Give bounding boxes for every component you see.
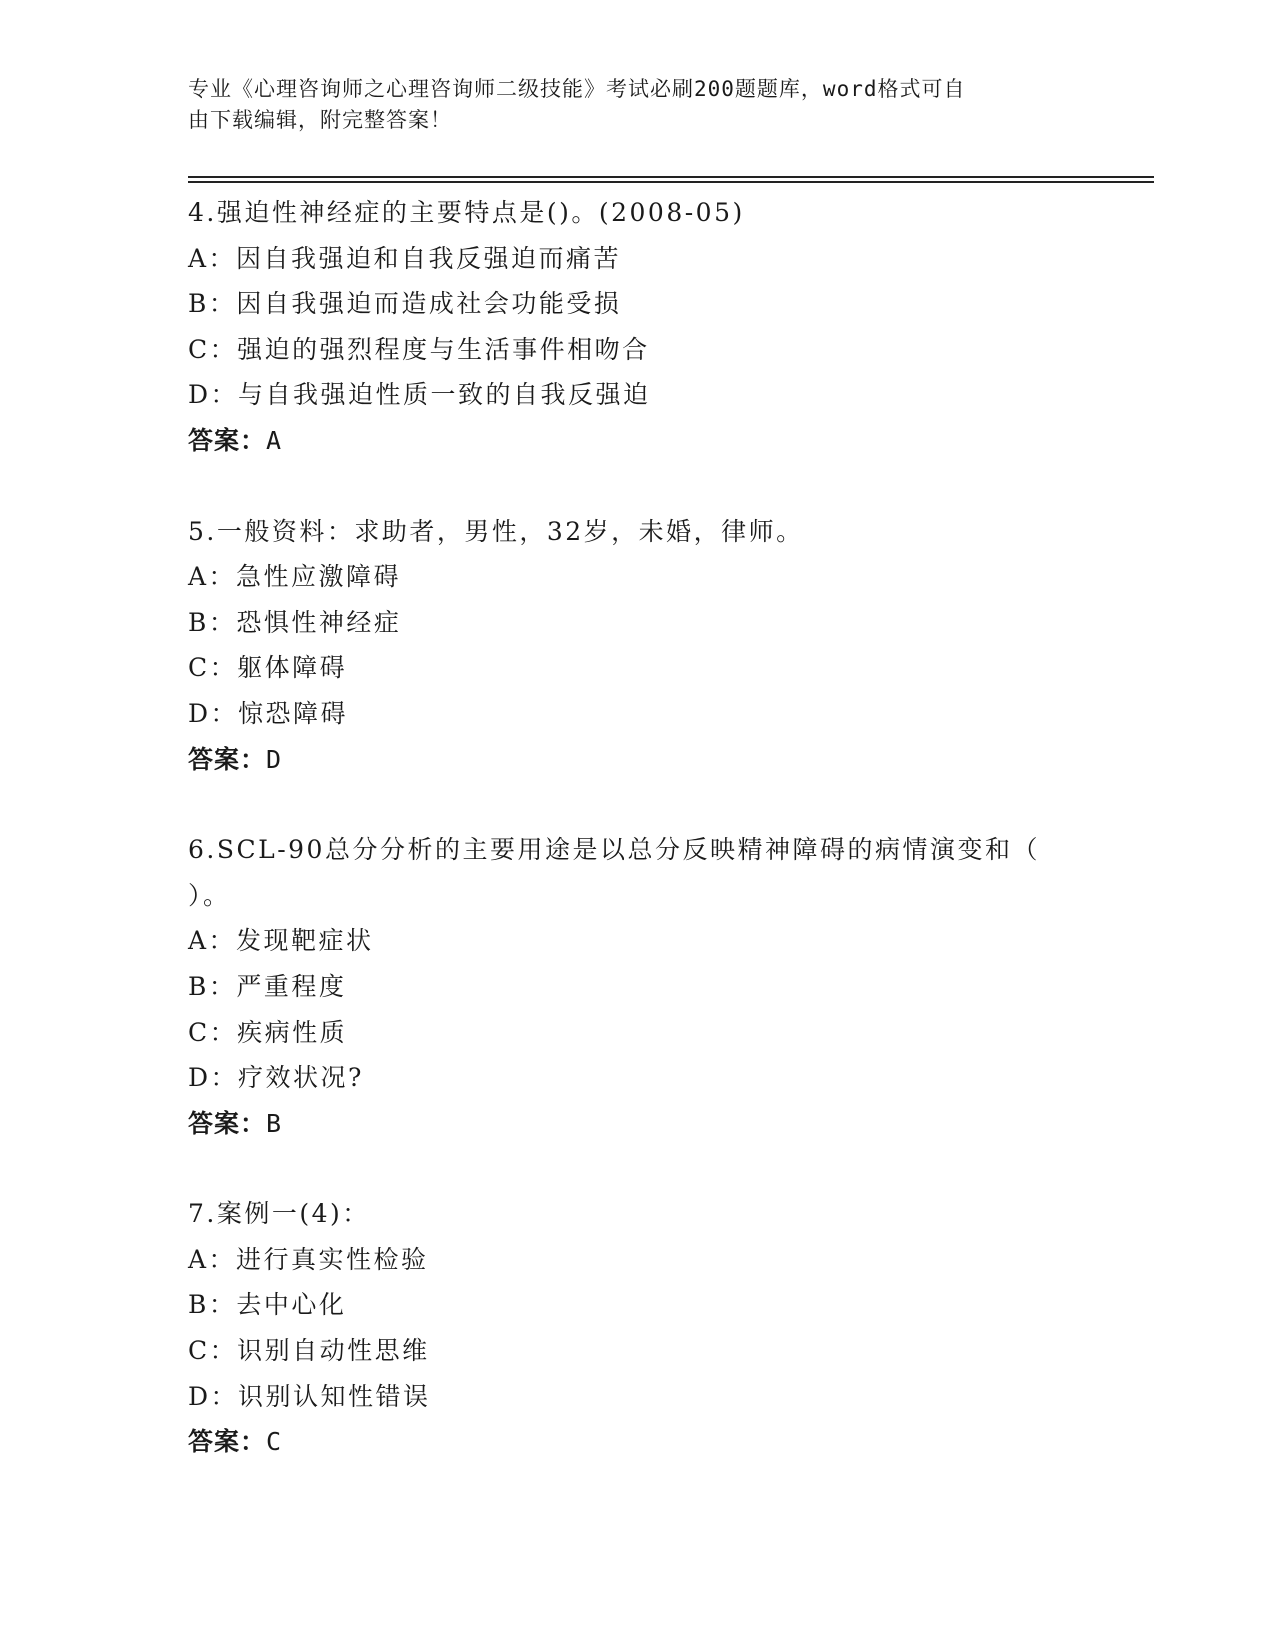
option-a: A：进行真实性检验	[188, 1244, 429, 1274]
header-line-2: 由下载编辑，附完整答案！	[188, 108, 452, 132]
option-c: C：强迫的强烈程度与生活事件相吻合	[188, 334, 650, 364]
answer-value: A	[266, 425, 283, 455]
question-stem: 6.SCL-90总分分析的主要用途是以总分反映精神障碍的病情演变和（	[188, 835, 1040, 865]
option-c: C：躯体障碍	[188, 653, 348, 683]
question-stem: 7.案例一(4)：	[188, 1199, 370, 1229]
answer-label: 答案：	[188, 1108, 267, 1138]
header-divider-top	[188, 176, 1154, 178]
question-stem-continued: ）。	[188, 880, 231, 910]
option-a: A：发现靶症状	[188, 926, 374, 956]
option-a: A：因自我强迫和自我反强迫而痛苦	[188, 243, 622, 273]
answer-value: C	[266, 1427, 283, 1457]
answer-line	[188, 1419, 1068, 1465]
question-5	[188, 509, 1068, 783]
answer-value: B	[266, 1108, 283, 1138]
option-d: D：疗效状况?	[188, 1063, 364, 1093]
option-d: D：识别认知性错误	[188, 1381, 431, 1411]
option-a: A：急性应激障碍	[188, 562, 402, 592]
option-c: C：疾病性质	[188, 1017, 348, 1047]
option-d: D：与自我强迫性质一致的自我反强迫	[188, 380, 651, 410]
option-b: B：严重程度	[188, 971, 347, 1001]
question-stem: 4.强迫性神经症的主要特点是()。(2008-05)	[188, 198, 745, 227]
question-6	[188, 827, 1068, 1146]
option-b: B：去中心化	[188, 1290, 347, 1320]
question-list	[188, 190, 1068, 1510]
answer-label: 答案：	[188, 744, 267, 774]
header-line-1: 专业《心理咨询师之心理咨询师二级技能》考试必刷200题题库，word格式可自	[188, 77, 966, 101]
question-stem: 5.一般资料：求助者，男性，32岁，未婚，律师。	[188, 516, 804, 546]
question-7	[188, 1191, 1068, 1465]
option-d: D：惊恐障碍	[188, 698, 349, 728]
option-c: C：识别自动性思维	[188, 1336, 430, 1366]
document-header	[188, 74, 1068, 136]
answer-value: D	[266, 744, 283, 774]
option-b: B：恐惧性神经症	[188, 607, 402, 637]
option-b: B：因自我强迫而造成社会功能受损	[188, 289, 622, 319]
answer-label: 答案：	[188, 1427, 267, 1457]
answer-line	[188, 1101, 1068, 1147]
question-4	[188, 190, 1068, 464]
answer-line	[188, 737, 1068, 783]
answer-label: 答案：	[188, 425, 267, 455]
answer-line	[188, 418, 1068, 464]
header-divider-bottom	[188, 181, 1154, 183]
